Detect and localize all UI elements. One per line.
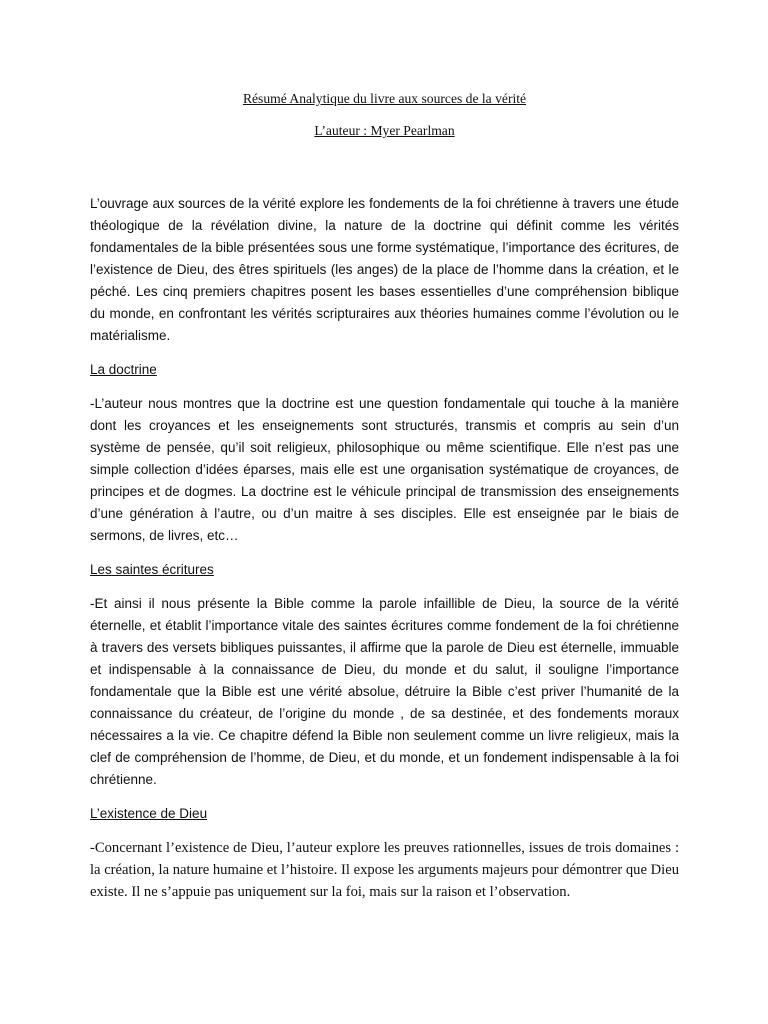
section-heading-existence-dieu: L’existence de Dieu: [90, 806, 208, 821]
intro-paragraph: L’ouvrage aux sources de la vérité explore les fondements de la foi chrétienne à travers une étude théologique de la révélation divine, la nature de la doctrine qui définit comme les vérités fondamentales de la bible présentées sous une forme systématique, l’importance des écritures, de l’existence de Dieu, des êtres spirituels (les anges) de la place de l’homme dans la création, et le péché. Les cinq premiers chapitres posent les bases essentielles d’une compréhension biblique du monde, en confrontant les vérités scripturaires aux théories humaines comme l’évolution ou le matérialisme.: [90, 196, 679, 343]
section-body-ecritures: -Et ainsi il nous présente la Bible comme la parole infaillible de Dieu, la source de la vérité éternelle, et établit l’importance vitale des saintes écritures comme fondement de la foi chrétienne à travers des versets bibliques puissantes, il affirme que la parole de Dieu est éternelle, immuable et indispensable à la connaissance de Dieu, du monde et du salut, il souligne l’importance fondamentale que la Bible est une vérité absolue, détruire la Bible c’est priver l’humanité de la connaissance du créateur, de l’origine du monde , de sa destinée, et des fondements moraux nécessaires a la vie. Ce chapitre défend la Bible non seulement comme un livre religieux, mais la clef de compréhension de l’homme, de Dieu, et du monde, et un fondement indispensable à la foi chrétienne.: [90, 596, 679, 787]
document-page: [90, 90, 679, 903]
section-body-doctrine: -L’auteur nous montres que la doctrine est une question fondamentale qui touche à la manière dont les croyances et les enseignements sont structurés, transmis et compris au sein d’un système de pensée, qu’il soit religieux, philosophique ou même scientifique. Elle n’est pas une simple collection d’idées éparses, mais elle est une organisation systématique de croyances, de principes et de dogmes. La doctrine est le véhicule principal de transmission des enseignements d’une génération à l’autre, ou d’un maitre à ses disciples. Elle est enseignée par le biais de sermons, de livres, etc…: [90, 396, 679, 543]
section-heading-doctrine: La doctrine: [90, 362, 157, 377]
document-title: Résumé Analytique du livre aux sources de la vérité: [242, 91, 527, 106]
document-author: L’auteur : Myer Pearlman: [314, 123, 455, 138]
section-heading-ecritures: Les saintes écritures: [90, 562, 214, 577]
section-body-existence-dieu: -Concernant l’existence de Dieu, l’auteur explore les preuves rationnelles, issues de trois domaines : la création, la nature humaine et l’histoire. Il expose les arguments majeurs pour démontrer que Dieu existe. Il ne s’appuie pas uniquement sur la foi, mais sur la raison et l’observation.: [90, 840, 679, 900]
